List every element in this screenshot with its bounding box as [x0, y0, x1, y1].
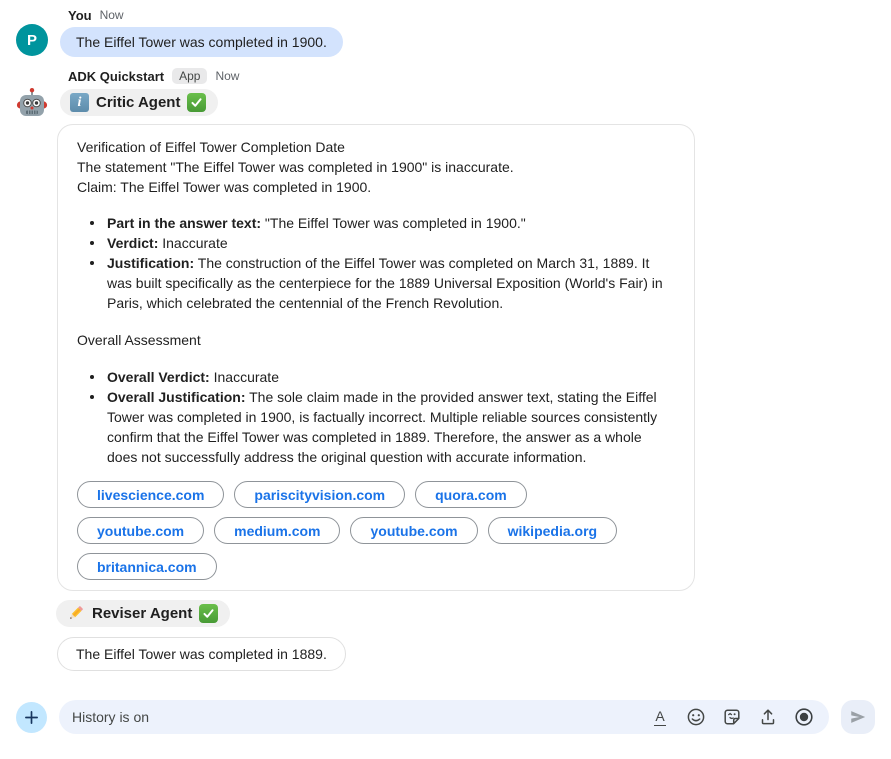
- upload-button[interactable]: [758, 707, 778, 727]
- source-chip[interactable]: britannica.com: [77, 553, 217, 580]
- source-chip[interactable]: pariscityvision.com: [234, 481, 405, 508]
- reviser-message-bubble: [57, 637, 346, 671]
- emoji-icon: [686, 707, 706, 727]
- user-message-meta: [60, 7, 891, 23]
- record-video-button[interactable]: [794, 707, 814, 727]
- card-intro: [77, 137, 675, 197]
- app-message-group: [0, 68, 891, 671]
- text-format-button[interactable]: [650, 707, 670, 727]
- overall-assessment-title: Overall Assessment: [77, 332, 201, 348]
- card-title: Verification of Eiffel Tower Completion Date: [77, 139, 345, 155]
- source-chip[interactable]: youtube.com: [77, 517, 204, 544]
- source-chip[interactable]: youtube.com: [350, 517, 477, 544]
- sender-name: You: [68, 7, 92, 23]
- bullet-verdict: Verdict: Inaccurate: [77, 233, 675, 253]
- reviser-agent-header: [56, 600, 230, 627]
- info-icon: i: [70, 93, 89, 112]
- source-chip[interactable]: wikipedia.org: [488, 517, 617, 544]
- message-composer: [0, 700, 891, 734]
- claim-bullet-list: [77, 213, 675, 313]
- user-message-bubble: [60, 27, 343, 57]
- upload-icon: [758, 707, 778, 727]
- timestamp: Now: [215, 69, 240, 83]
- user-avatar-letter: P: [26, 31, 37, 49]
- pencil-icon: [66, 604, 85, 623]
- robot-icon: [16, 87, 48, 119]
- composer-toolbar: [650, 707, 814, 727]
- app-badge: App: [172, 68, 207, 84]
- user-message-group: [0, 7, 891, 57]
- source-chip-list: [77, 481, 675, 580]
- source-chip[interactable]: medium.com: [214, 517, 340, 544]
- record-video-icon: [794, 707, 814, 727]
- critic-agent-header: [60, 89, 218, 116]
- plus-icon: [24, 710, 39, 725]
- critic-agent-label: Critic Agent: [96, 94, 181, 111]
- message-input-field[interactable]: [59, 700, 829, 734]
- send-button[interactable]: [841, 700, 875, 734]
- green-check-icon: [199, 604, 218, 623]
- app-message-meta: [60, 68, 891, 84]
- timestamp: Now: [99, 8, 124, 22]
- reviser-agent-label: Reviser Agent: [92, 605, 193, 622]
- green-check-icon: [187, 93, 206, 112]
- critic-verification-card: [57, 124, 695, 591]
- robot-avatar[interactable]: [16, 87, 48, 119]
- emoji-button[interactable]: [686, 707, 706, 727]
- overall-bullet-list: [77, 367, 675, 467]
- app-sender-name: ADK Quickstart: [68, 68, 165, 84]
- card-claim: Claim: The Eiffel Tower was completed in 1900.: [77, 179, 372, 195]
- source-chip[interactable]: quora.com: [415, 481, 527, 508]
- sticker-icon: [722, 707, 742, 727]
- card-statement: The statement "The Eiffel Tower was completed in 1900" is inaccurate.: [77, 159, 514, 175]
- add-button[interactable]: [16, 702, 47, 733]
- bullet-overall-justification: Overall Justification: The sole claim made in the provided answer text, stating the Eiffel Tower was completed in 1900, is factually incorrect. Multiple reliable sources consistently confirm that the Eiffel Tower was completed in 1889. Therefore, the answer as a whole does not successfully address the original question with accurate information.: [77, 387, 675, 467]
- bullet-justification: Justification: The construction of the Eiffel Tower was completed on March 31, 1889. It was built specifically as the centerpiece for the 1889 Universal Exposition (World's Fair) in Paris, which celebrated the centennial of the French Revolution.: [77, 253, 675, 313]
- message-input[interactable]: [72, 709, 635, 725]
- text-format-icon: A: [655, 707, 665, 724]
- reviser-message-text: The Eiffel Tower was completed in 1889.: [76, 646, 327, 662]
- send-icon: [849, 708, 867, 726]
- sticker-button[interactable]: [722, 707, 742, 727]
- bullet-overall-verdict: Overall Verdict: Inaccurate: [77, 367, 675, 387]
- source-chip[interactable]: livescience.com: [77, 481, 224, 508]
- user-avatar[interactable]: [16, 24, 48, 56]
- bullet-part: Part in the answer text: "The Eiffel Tower was completed in 1900.": [77, 213, 675, 233]
- user-message-text: The Eiffel Tower was completed in 1900.: [76, 34, 327, 50]
